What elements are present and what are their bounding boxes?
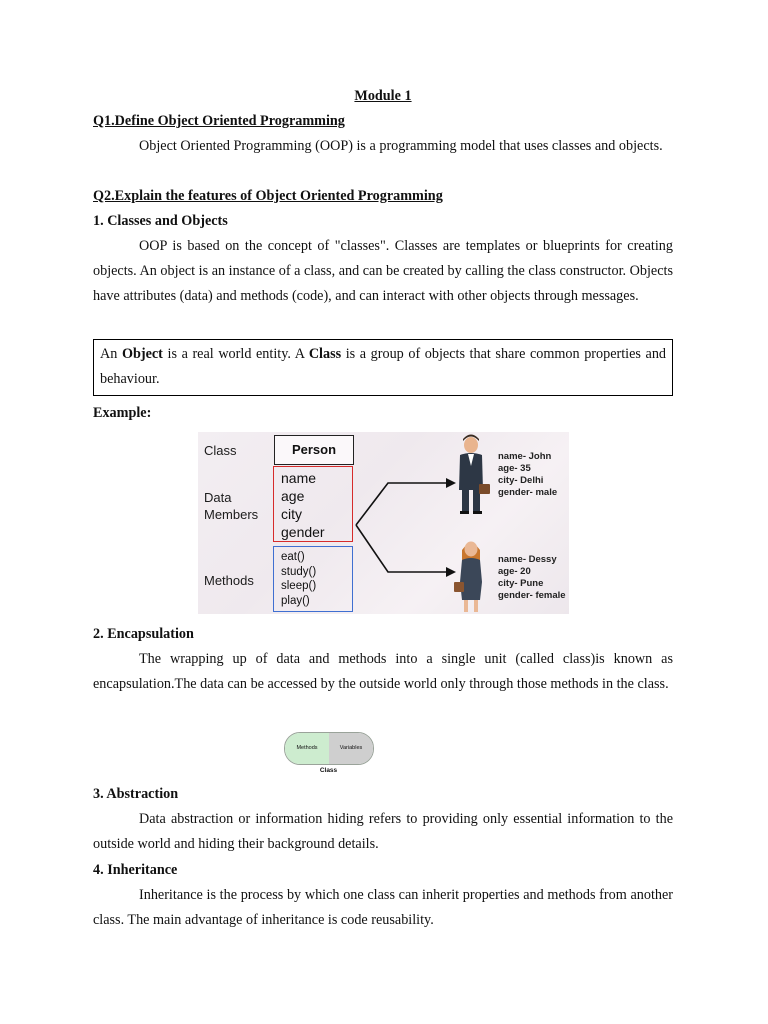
feature-title-classes-objects: 1. Classes and Objects	[93, 213, 228, 229]
feature-text-inheritance: Inheritance is the process by which one class can inherit properties and methods from another class. The main advantage of inheritance is code reusability.	[93, 887, 673, 929]
feature-title-inheritance: 4. Inheritance	[93, 862, 178, 878]
q2-heading: Q2.Explain the features of Object Oriented Programming	[93, 188, 443, 204]
arrow-head-2	[446, 567, 456, 577]
row-label-methods: Methods	[204, 573, 254, 588]
example-label: Example:	[93, 405, 152, 421]
capsule-variables: Variables	[329, 733, 373, 764]
method-item: study()	[281, 565, 317, 578]
data-member: gender	[281, 524, 325, 540]
method-item: play()	[281, 594, 310, 607]
arrow-to-object-2	[356, 525, 448, 572]
arrow-head-1	[446, 478, 456, 488]
data-member: age	[281, 488, 305, 504]
encapsulation-capsule-figure	[283, 731, 374, 777]
feature-title-encapsulation: 2. Encapsulation	[93, 626, 194, 642]
q1-heading: Q1.Define Object Oriented Programming	[93, 113, 345, 129]
arrow-to-object-1	[356, 483, 448, 525]
capsule	[284, 732, 374, 765]
class-name-box: Person	[274, 435, 354, 465]
feature-text-encapsulation: The wrapping up of data and methods into a single unit (called class)is known as encapsulation.The data can be accessed by the outside world only through those methods in the class.	[93, 651, 673, 693]
data-member: city	[281, 506, 302, 522]
man-icon	[459, 435, 490, 515]
module-title: Module 1	[354, 88, 412, 104]
class-object-diagram	[198, 432, 569, 614]
q1-answer: Object Oriented Programming (OOP) is a programming model that uses classes and objects.	[139, 138, 663, 154]
method-item: sleep()	[281, 580, 317, 592]
method-item: eat()	[281, 551, 305, 563]
definition-box: An Object is a real world entity. A Class is a group of objects that share common properties and behaviour.	[93, 339, 673, 396]
object-1-info: name- John age- 35 city- Delhi gender- male	[498, 451, 558, 498]
woman-icon	[454, 542, 482, 613]
capsule-label: Class	[319, 767, 338, 774]
feature-title-abstraction: 3. Abstraction	[93, 786, 179, 802]
object-2-info: name- Dessy age- 20 city- Pune gender- female	[498, 554, 566, 601]
row-label-class: Class	[204, 443, 237, 458]
feature-text-abstraction: Data abstraction or information hiding refers to providing only essential information to the outside world and hiding their background details.	[93, 811, 673, 853]
feature-text-classes-objects: OOP is based on the concept of "classes". Classes are templates or blueprints for creating objects. An object is an instance of a class, and can be created by calling the class constructor. Objects have attributes (data) and methods (code), and can interact with other objects through messages.	[93, 238, 673, 305]
data-member: name	[281, 470, 317, 486]
capsule-methods: Methods	[285, 733, 329, 764]
row-label-members: Members	[204, 507, 259, 522]
row-label-data: Data	[204, 490, 232, 505]
